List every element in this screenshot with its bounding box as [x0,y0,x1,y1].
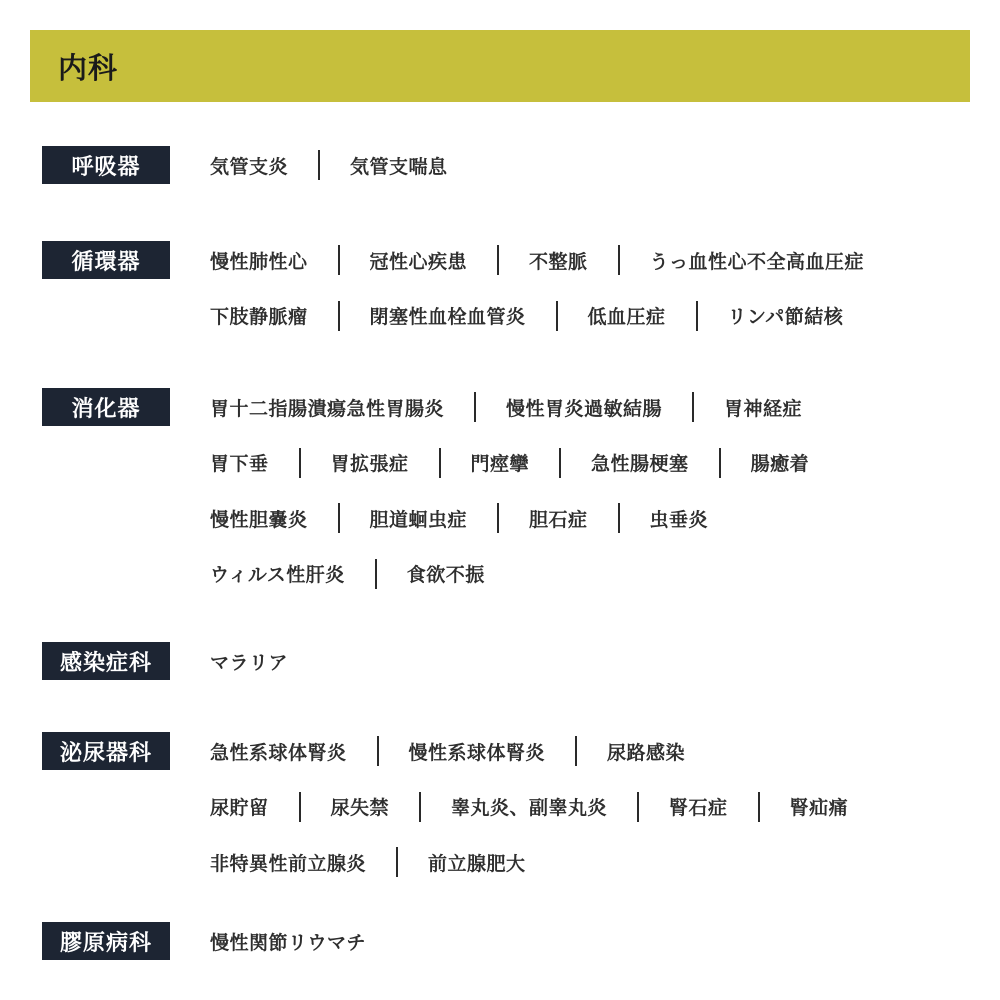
condition-item: 腸癒着 [750,453,810,475]
condition-item: リンパ節結核 [727,306,844,328]
condition-item: 急性腸梗塞 [591,453,689,475]
condition-item: ウィルス性肝炎 [210,564,345,586]
separator [338,301,340,331]
separator [299,448,301,478]
condition-row [210,732,980,770]
category-label: 循環器 [42,241,170,279]
condition-row [210,788,980,826]
condition-list [210,642,980,698]
condition-item: 気管支炎 [210,155,289,178]
condition-item: 非特異性前立腺炎 [210,852,367,875]
condition-list [210,241,980,352]
condition-item: 慢性胆嚢炎 [210,508,308,531]
category-label: 消化器 [42,388,170,426]
condition-row [210,642,980,680]
condition-item: 慢性系球体腎炎 [408,741,546,764]
separator [618,503,620,533]
condition-item: 尿貯留 [210,797,269,819]
condition-list [210,732,980,899]
category-label: 感染症科 [42,642,170,680]
condition-row [210,388,980,426]
condition-row [210,297,980,335]
condition-item: うっ血性心不全高血圧症 [649,250,865,273]
condition-item: 慢性肺性心 [210,250,308,273]
condition-row [210,444,980,482]
separator [575,736,577,766]
category-label: 泌尿器科 [42,732,170,770]
condition-item: 不整脈 [529,250,588,273]
separator [497,245,499,275]
condition-item: 腎疝痛 [789,797,849,819]
condition-row [210,241,980,279]
condition-item: 胆石症 [529,508,588,531]
condition-item: 胃十二指腸潰瘍急性胃腸炎 [210,397,445,420]
condition-row [210,499,980,537]
condition-item: 尿失禁 [330,797,390,819]
condition-row [210,146,980,184]
condition-row [210,555,980,593]
separator [375,559,377,589]
condition-item: 下肢静脈瘤 [210,306,308,328]
condition-item: 慢性関節リウマチ [210,931,367,954]
separator [559,448,561,478]
separator [637,792,639,822]
condition-item: 虫垂炎 [649,508,709,531]
condition-item: 門痙攣 [470,453,530,475]
condition-item: 胃拡張症 [330,453,409,475]
separator [338,245,340,275]
separator [692,392,694,422]
page-header [30,30,970,102]
separator [439,448,441,478]
separator [396,847,398,877]
separator [299,792,301,822]
separator [556,301,558,331]
page-title: 内科 [58,50,119,85]
separator [338,503,340,533]
condition-item: 気管支喘息 [350,155,448,178]
category-label: 呼吸器 [42,146,170,184]
separator [474,392,476,422]
condition-item: マラリア [210,651,289,674]
condition-item: 低血圧症 [587,306,666,328]
condition-item: 腎石症 [669,797,728,819]
condition-list [210,388,980,610]
condition-item: 慢性胃炎過敏結腸 [506,397,663,420]
separator [318,150,320,180]
condition-item: 胃下垂 [210,453,269,475]
condition-row [210,843,980,881]
condition-item: 尿路感染 [607,741,686,764]
separator [719,448,721,478]
condition-row [210,922,980,960]
condition-item: 食欲不振 [406,564,485,586]
condition-item: 胆道蛔虫症 [369,508,468,531]
separator [696,301,698,331]
condition-item: 前立腺肥大 [428,852,526,875]
condition-item: 閉塞性血栓血管炎 [369,306,526,328]
condition-list [210,922,980,978]
condition-item: 胃神経症 [724,397,803,420]
condition-item: 睾丸炎、副睾丸炎 [451,797,608,819]
separator [377,736,379,766]
condition-list [210,146,980,202]
separator [618,245,620,275]
condition-item: 冠性心疾患 [369,250,468,273]
category-label: 膠原病科 [42,922,170,960]
separator [758,792,760,822]
condition-item: 急性系球体腎炎 [210,741,347,764]
separator [419,792,421,822]
separator [497,503,499,533]
